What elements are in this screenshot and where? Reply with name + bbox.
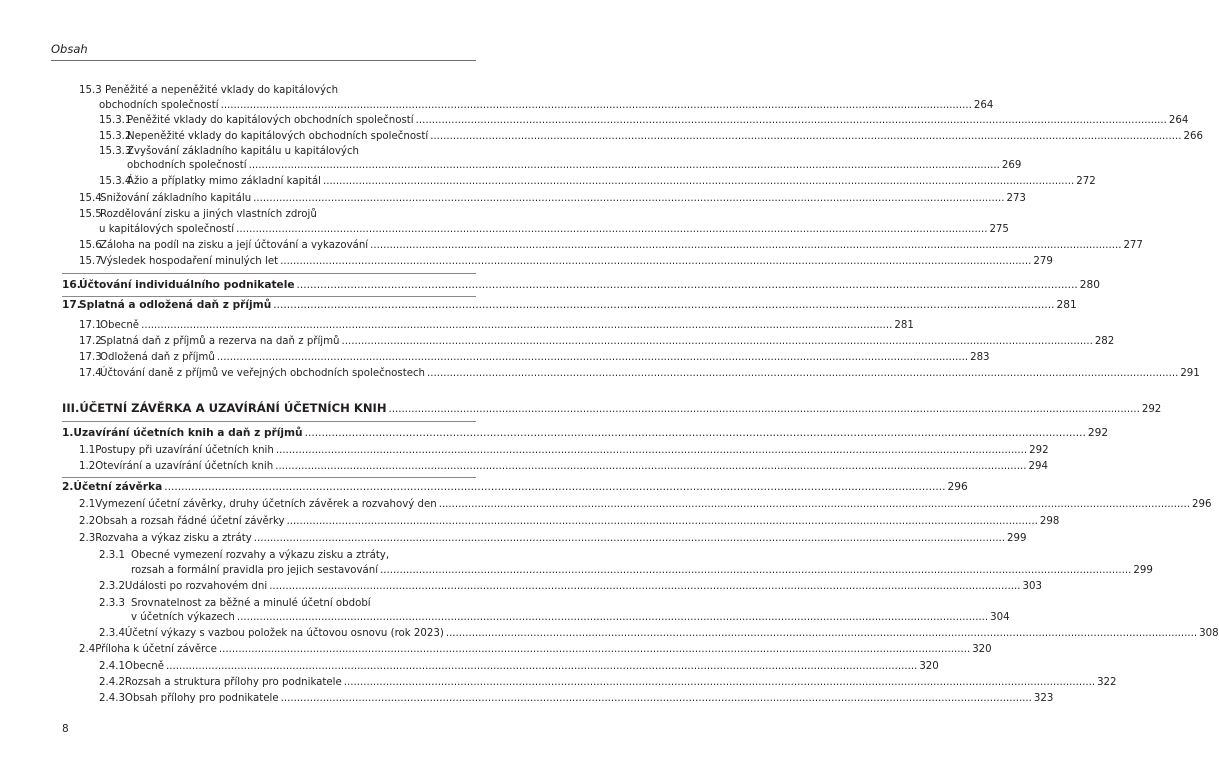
toc-entry-17-2[interactable]	[79, 335, 1115, 348]
toc-number: 2.3.1	[99, 550, 125, 561]
leader-dots	[141, 319, 892, 332]
toc-number: 17.3	[79, 352, 102, 363]
toc-entry-17-3[interactable]	[79, 351, 990, 364]
toc-text: Vymezení účetní závěrky, druhy účetních závěrek a rozvahový den	[95, 499, 437, 510]
leader-dots	[380, 564, 1131, 577]
leader-dots	[273, 299, 1054, 312]
page-number: 8	[62, 723, 69, 735]
toc-text: Události po rozvahovém dni	[124, 581, 268, 592]
toc-number: 2.2	[79, 516, 96, 527]
toc-text: Obecně	[124, 661, 165, 672]
leader-dots	[276, 444, 1027, 457]
toc-chapter-16[interactable]	[62, 279, 1101, 292]
toc-text: Nepeněžité vklady do kapitálových obchodních společností	[127, 131, 429, 142]
toc-entry-2-3-2[interactable]	[99, 580, 1042, 593]
toc-entry-15-3[interactable]	[99, 99, 994, 112]
leader-dots	[166, 660, 917, 673]
toc-text: obchodních společností	[127, 160, 247, 171]
toc-page: 272	[1076, 176, 1096, 187]
toc-text: Obecně	[100, 320, 140, 331]
section-divider	[62, 296, 476, 297]
toc-text: Rozsah a struktura přílohy pro podnikatele	[124, 677, 342, 688]
toc-entry-15-3-2[interactable]	[99, 130, 1203, 143]
toc-page: 266	[1183, 131, 1203, 142]
leader-dots	[253, 192, 1004, 205]
toc-number: 15.6	[79, 240, 102, 251]
toc-page: 292	[1087, 427, 1109, 439]
toc-text: Obecné vymezení rozvahy a výkazu zisku a ztráty,	[131, 550, 390, 561]
toc-number: 1.	[62, 427, 74, 439]
toc-entry-2-2[interactable]	[79, 515, 1060, 528]
header-title: Obsah	[51, 42, 88, 56]
toc-text: rozsah a formální pravidla pro jejich sestavování	[131, 565, 379, 576]
toc-chapter-1[interactable]	[62, 427, 1109, 440]
toc-text: Rozdělování zisku a jiných vlastních zdrojů	[100, 209, 317, 220]
toc-page: 279	[1033, 256, 1053, 267]
section-divider	[62, 477, 476, 478]
leader-dots	[416, 114, 1167, 127]
toc-text: Snižování základního kapitálu	[100, 193, 252, 204]
toc-number: 1.1	[79, 445, 96, 456]
toc-number: 15.3.4	[99, 176, 132, 187]
leader-dots	[217, 351, 968, 364]
toc-text: Postupy při uzavírání účetních knih	[95, 445, 274, 456]
toc-page: 282	[1094, 336, 1115, 347]
toc-page: 322	[1097, 677, 1117, 688]
toc-page: 296	[947, 481, 968, 493]
toc-page: 320	[972, 644, 992, 655]
leader-dots	[370, 239, 1121, 252]
toc-entry-2-3[interactable]	[79, 532, 1027, 545]
toc-number: 15.3.3	[99, 146, 132, 157]
toc-number: 17.1	[79, 320, 102, 331]
leader-dots	[287, 515, 1038, 528]
leader-dots	[280, 255, 1031, 268]
toc-entry-15-4[interactable]	[79, 192, 1026, 205]
toc-page: 291	[1180, 368, 1200, 379]
toc-text: Příloha k účetní závěrce	[95, 644, 217, 655]
toc-page: 296	[1192, 499, 1212, 510]
leader-dots	[439, 498, 1190, 511]
toc-text: Výsledek hospodaření minulých let	[100, 256, 279, 267]
toc-entry-2-3-3[interactable]	[131, 611, 1010, 624]
toc-text: Peněžité vklady do kapitálových obchodních společností	[127, 115, 414, 126]
toc-text: Účtování individuálního podnikatele	[79, 279, 295, 291]
toc-text: v účetních výkazech	[131, 612, 235, 623]
toc-text: Účetní výkazy s vazbou položek na účtovou osnovu (rok 2023)	[124, 628, 444, 639]
toc-text: Účtování daně z příjmů ve veřejných obchodních společnostech	[100, 368, 426, 379]
toc-entry-2-3-3-line1	[99, 597, 371, 610]
leader-dots	[164, 481, 945, 494]
toc-number: 2.3.3	[99, 598, 125, 609]
toc-number: 16.	[62, 279, 81, 291]
leader-dots	[427, 367, 1178, 380]
leader-dots	[297, 279, 1078, 292]
leader-dots	[236, 223, 987, 236]
toc-number: 2.3	[79, 533, 96, 544]
leader-dots	[275, 460, 1026, 473]
section-divider	[62, 273, 476, 274]
toc-number: 2.	[62, 481, 74, 493]
toc-number: 2.3.2	[99, 581, 125, 592]
toc-page: 323	[1033, 693, 1054, 704]
toc-text: Zvyšování základního kapitálu u kapitálových	[127, 146, 360, 157]
toc-page: 269	[1001, 160, 1022, 171]
toc-entry-2-4-3[interactable]	[99, 692, 1054, 705]
toc-page: 264	[973, 100, 994, 111]
toc-page: 275	[989, 224, 1009, 235]
leader-dots	[254, 532, 1005, 545]
toc-entry-2-3-1[interactable]	[131, 564, 1153, 577]
toc-entry-2-3-1-line1	[99, 549, 389, 562]
toc-page: 298	[1039, 516, 1060, 527]
toc-text: Splatná a odložená daň z příjmů	[79, 299, 272, 311]
toc-entry-1-2[interactable]	[79, 460, 1048, 473]
leader-dots	[219, 643, 970, 656]
leader-dots	[389, 403, 1140, 416]
toc-entry-15-3-1[interactable]	[99, 114, 1189, 127]
toc-number: 15.7	[79, 256, 102, 267]
toc-text: u kapitálových společností	[99, 224, 235, 235]
leader-dots	[344, 676, 1095, 689]
leader-dots	[446, 627, 1197, 640]
toc-page: 292	[1141, 404, 1162, 415]
toc-text: Odložená daň z příjmů	[100, 352, 215, 363]
toc-entry-17-1[interactable]	[79, 319, 914, 332]
toc-number: 15.3.2	[99, 131, 132, 142]
toc-number: 17.	[62, 299, 81, 311]
toc-number: 2.4.2	[99, 677, 125, 688]
toc-page: 294	[1028, 461, 1048, 472]
toc-text: Záloha na podíl na zisku a její účtování a vykazování	[100, 240, 369, 251]
toc-number: 15.4	[79, 193, 102, 204]
leader-dots	[281, 692, 1032, 705]
toc-page: 281	[1056, 299, 1077, 311]
toc-text: Splatná daň z příjmů a rezerva na daň z příjmů	[100, 336, 340, 347]
toc-text: Uzavírání účetních knih a daň z příjmů	[73, 427, 303, 439]
toc-text: Srovnatelnost za běžné a minulé účetní období	[131, 598, 371, 609]
toc-chapter-17[interactable]	[62, 299, 1077, 312]
toc-number: 2.4.3	[99, 693, 125, 704]
toc-text: Ážio a příplatky mimo základní kapitál	[127, 176, 321, 187]
toc-entry-1-1[interactable]	[79, 444, 1049, 457]
toc-page: 304	[990, 612, 1010, 623]
toc-entry-15-7[interactable]	[79, 255, 1053, 268]
toc-text: Peněžité a nepeněžité vklady do kapitálových	[104, 85, 339, 96]
toc-entry-15-5[interactable]	[99, 223, 1009, 236]
toc-page: 283	[970, 352, 990, 363]
toc-number: 2.4	[79, 644, 96, 655]
toc-entry-15-3-3-line1	[99, 145, 359, 158]
toc-part-III[interactable]	[62, 401, 1162, 416]
toc-number: 2.4.1	[99, 661, 125, 672]
toc-number: 15.3.1	[99, 115, 132, 126]
toc-text: Účetní závěrka	[73, 481, 163, 493]
toc-number: 2.1	[79, 499, 96, 510]
toc-entry-2-4-1[interactable]	[99, 660, 939, 673]
leader-dots	[430, 130, 1181, 143]
toc-entry-2-4[interactable]	[79, 643, 992, 656]
toc-number: 17.2	[79, 336, 102, 347]
leader-dots	[249, 159, 1000, 172]
toc-text: obchodních společností	[99, 100, 219, 111]
toc-text: Obsah a rozsah řádné účetní závěrky	[95, 516, 285, 527]
toc-entry-2-1[interactable]	[79, 498, 1212, 511]
toc-page: 292	[1029, 445, 1049, 456]
toc-number: 17.4	[79, 368, 102, 379]
toc-page: 273	[1006, 193, 1026, 204]
leader-dots	[269, 580, 1020, 593]
toc-page: 308	[1199, 628, 1219, 639]
toc-entry-2-4-2[interactable]	[99, 676, 1117, 689]
leader-dots	[221, 99, 972, 112]
leader-dots	[237, 611, 988, 624]
toc-page: 320	[919, 661, 939, 672]
toc-number: 1.2	[79, 461, 96, 472]
toc-page: 299	[1133, 565, 1153, 576]
toc-text: Otevírání a uzavírání účetních knih	[95, 461, 274, 472]
toc-entry-15-3-3[interactable]	[127, 159, 1022, 172]
toc-page: 299	[1007, 533, 1027, 544]
leader-dots	[305, 427, 1086, 440]
toc-text: Obsah přílohy pro podnikatele	[124, 693, 279, 704]
toc-number: 15.3	[79, 85, 102, 96]
toc-text: ÚČETNÍ ZÁVĚRKA A UZAVÍRÁNÍ ÚČETNÍCH KNIH	[79, 401, 387, 415]
toc-page: 277	[1123, 240, 1143, 251]
leader-dots	[323, 175, 1074, 188]
toc-page: 280	[1079, 279, 1101, 291]
section-divider	[62, 421, 476, 422]
toc-number: 15.5	[79, 209, 102, 220]
toc-number: 2.3.4	[99, 628, 125, 639]
toc-entry-15-3-4[interactable]	[99, 175, 1096, 188]
toc-entry-15-6[interactable]	[79, 239, 1143, 252]
toc-number: III.	[62, 401, 80, 415]
leader-dots	[342, 335, 1093, 348]
toc-text: Rozvaha a výkaz zisku a ztráty	[95, 533, 252, 544]
toc-entry-2-3-4[interactable]	[99, 627, 1219, 640]
toc-entry-15-3-line1	[79, 84, 338, 97]
toc-chapter-2[interactable]	[62, 481, 968, 494]
toc-entry-15-5-line1	[79, 208, 317, 221]
toc-entry-17-4[interactable]	[79, 367, 1200, 380]
toc-page: 264	[1168, 115, 1189, 126]
toc-page: 281	[894, 320, 914, 331]
toc-page: 303	[1022, 581, 1042, 592]
